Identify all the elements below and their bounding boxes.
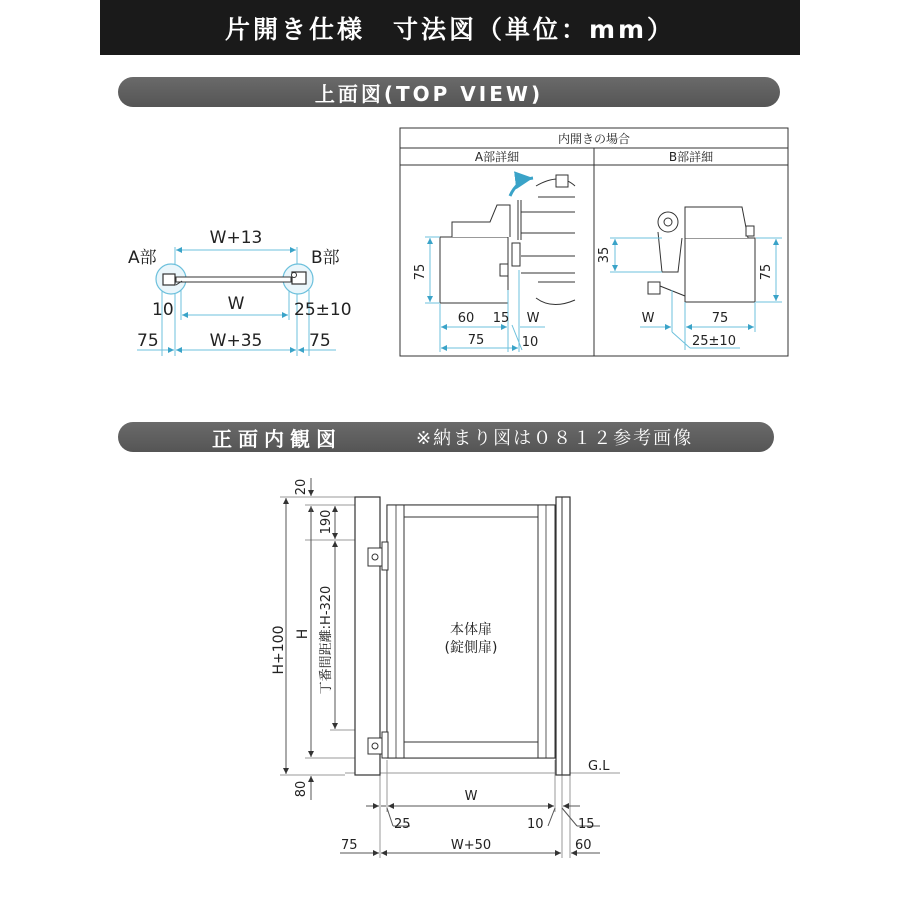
front-dim-25: 25 (394, 817, 411, 832)
a-part-label: A部 (128, 248, 157, 268)
dim-80: 80 (294, 780, 309, 798)
b-detail-title: B部詳細 (668, 150, 714, 164)
door-label-sub: (錠側扉) (444, 640, 498, 656)
b-dim-75: 75 (711, 311, 729, 326)
a-dim-10: 10 (521, 335, 539, 350)
dim-25pm10: 25±10 (294, 300, 352, 320)
dim-w: W (227, 294, 245, 314)
front-view-note: ※納まり図は０８１２参考画像 (416, 428, 694, 449)
dim-10: 10 (152, 300, 174, 320)
a-dim-w: W (526, 311, 540, 326)
page-title-text: 片開き仕様 寸法図（単位：mm） (224, 14, 676, 44)
front-dim-75: 75 (341, 838, 358, 853)
top-view-plan (128, 228, 352, 356)
a-dim-60: 60 (457, 311, 475, 326)
a-detail-title: A部詳細 (474, 150, 520, 164)
front-dim-w-plus-50: W+50 (450, 838, 492, 853)
dim-w-plus-35: W+35 (209, 331, 263, 351)
b-dim-35: 35 (597, 246, 612, 264)
a-dim-75-vertical: 75 (413, 263, 428, 281)
front-dim-15: 15 (578, 817, 595, 832)
ground-line-label: G.L (588, 759, 610, 774)
detail-box (400, 128, 788, 356)
dim-190: 190 (319, 509, 334, 535)
front-dim-w: W (464, 789, 478, 804)
front-view-elevation (271, 478, 620, 858)
dim-w-plus-13: W+13 (209, 228, 263, 248)
b-part-label: B部 (311, 248, 340, 268)
b-dim-25pm10: 25±10 (692, 334, 736, 349)
front-dim-10: 10 (527, 817, 544, 832)
door-label-main: 本体扉 (450, 622, 492, 638)
dim-20: 20 (294, 478, 309, 496)
dim-hinge-distance: 丁番間距離:H-320 (319, 585, 334, 695)
top-view-heading-text: 上面図(TOP VIEW) (314, 81, 544, 106)
b-dim-w: W (641, 311, 655, 326)
front-dim-60: 60 (575, 838, 592, 853)
detail-caption: 内開きの場合 (557, 132, 631, 146)
a-dim-15: 15 (492, 311, 510, 326)
b-dim-75-vertical: 75 (759, 263, 774, 281)
b-detail-drawing (648, 207, 755, 302)
dim-75-left: 75 (137, 331, 159, 351)
dim-h-plus-100: H+100 (271, 625, 287, 675)
dim-75-right: 75 (309, 331, 331, 351)
front-view-heading-text: 正面内観図 (212, 426, 342, 451)
a-dim-75-bottom: 75 (467, 333, 485, 348)
dim-h: H (295, 628, 311, 640)
